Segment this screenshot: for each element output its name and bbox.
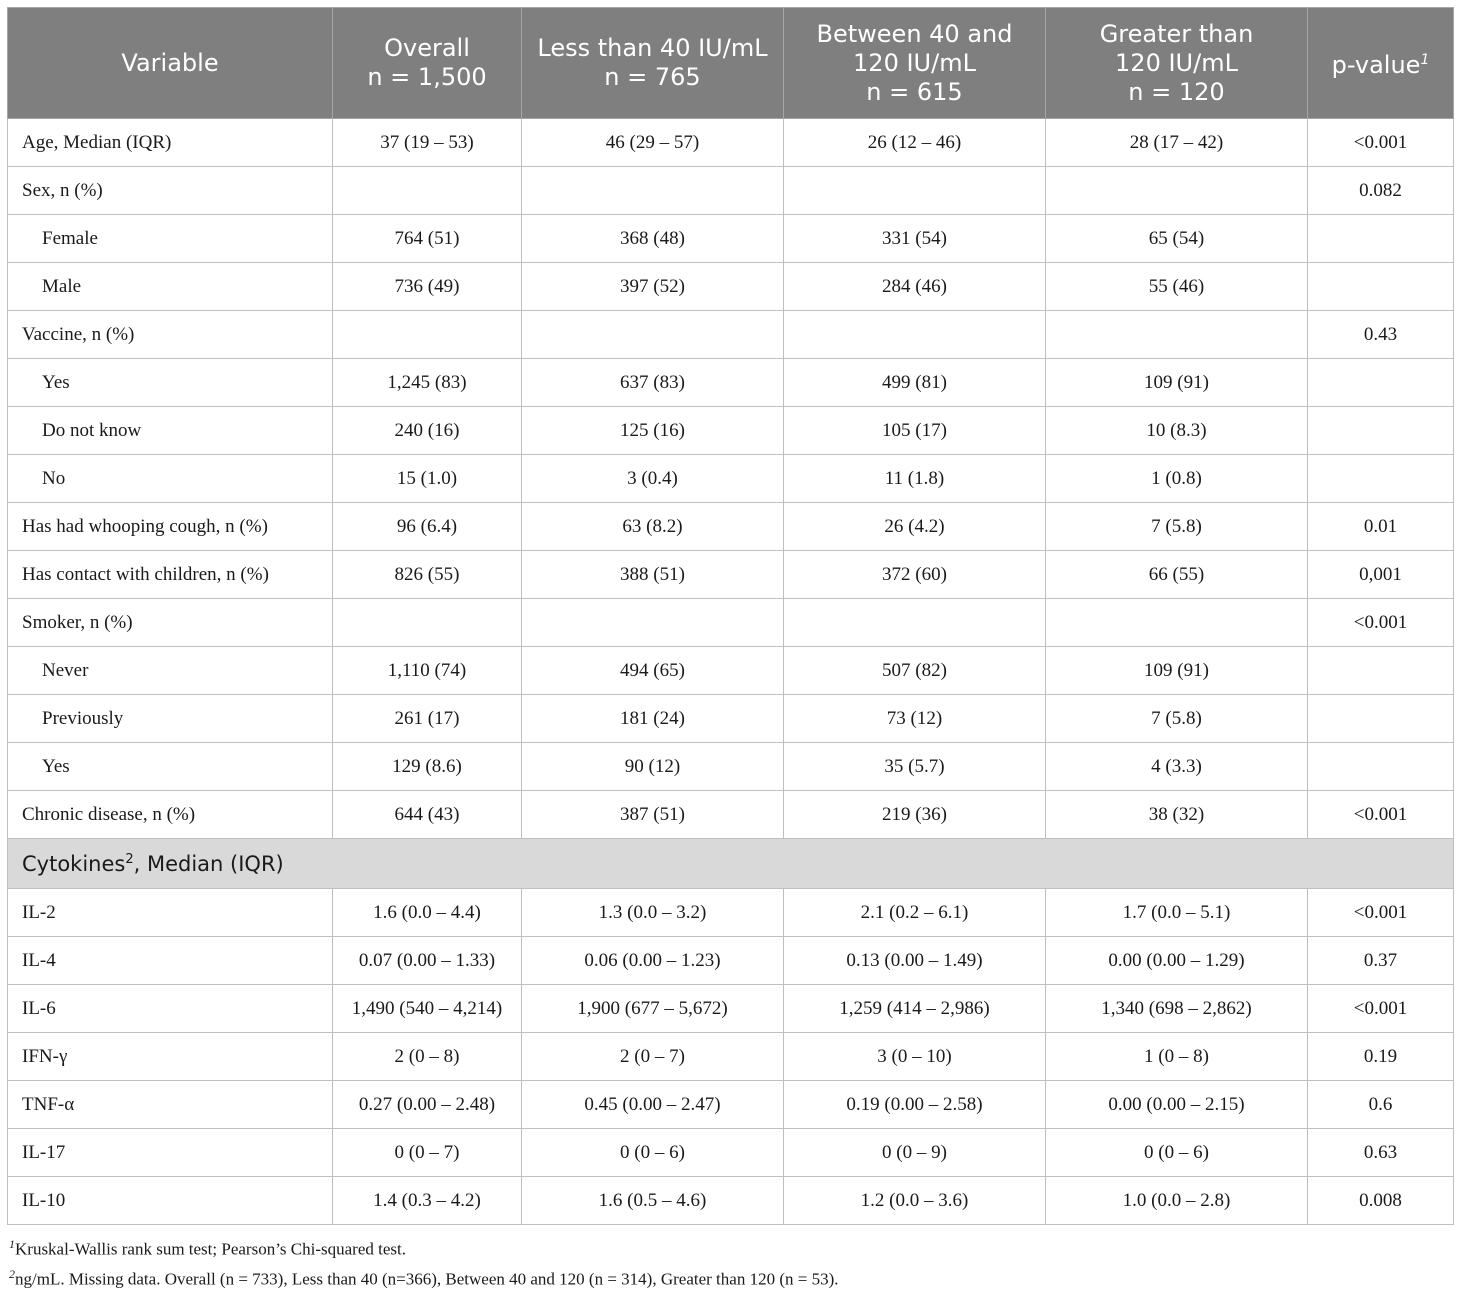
cell-p-value: <0.001: [1308, 119, 1454, 167]
cell-between-40-120: 1.2 (0.0 – 3.6): [784, 1177, 1046, 1225]
table-row: [8, 599, 1454, 647]
cell-greater-than-120: 0.00 (0.00 – 2.15): [1046, 1081, 1308, 1129]
table-row: [8, 985, 1454, 1033]
cell-less-than-40: [522, 311, 784, 359]
cell-between-40-120: 105 (17): [784, 407, 1046, 455]
cell-between-40-120: 372 (60): [784, 551, 1046, 599]
cell-less-than-40: 494 (65): [522, 647, 784, 695]
header-p-value: p-value$^1$: [1308, 8, 1454, 119]
cell-overall: 0.27 (0.00 – 2.48): [333, 1081, 522, 1129]
cell-greater-than-120: 109 (91): [1046, 647, 1308, 695]
cell-p-value: 0.63: [1308, 1129, 1454, 1177]
cell-greater-than-120: 65 (54): [1046, 215, 1308, 263]
row-label: Sex, n (%): [8, 167, 333, 215]
cell-greater-than-120: 38 (32): [1046, 791, 1308, 839]
table-row: [8, 311, 1454, 359]
footnote-1: $^1$Kruskal-Wallis rank sum test; Pearson’s Chi-squared test.: [9, 1237, 406, 1259]
cell-greater-than-120: 7 (5.8): [1046, 503, 1308, 551]
row-label: Has had whooping cough, n (%): [8, 503, 333, 551]
cell-greater-than-120: 109 (91): [1046, 359, 1308, 407]
table-row: [8, 1081, 1454, 1129]
table-row: [8, 119, 1454, 167]
cell-p-value: <0.001: [1308, 791, 1454, 839]
cell-between-40-120: 0 (0 – 9): [784, 1129, 1046, 1177]
header-between-40-120: Between 40 and 120 IU/mL n = 615: [784, 8, 1046, 119]
cell-less-than-40: 1,900 (677 – 5,672): [522, 985, 784, 1033]
cell-greater-than-120: 66 (55): [1046, 551, 1308, 599]
cell-overall: 261 (17): [333, 695, 522, 743]
cell-greater-than-120: 1.7 (0.0 – 5.1): [1046, 889, 1308, 937]
header-variable: Variable: [8, 8, 333, 119]
cell-p-value: 0.19: [1308, 1033, 1454, 1081]
header-overall: Overall n = 1,500: [333, 8, 522, 119]
cell-less-than-40: 90 (12): [522, 743, 784, 791]
cell-p-value: <0.001: [1308, 599, 1454, 647]
cell-overall: 644 (43): [333, 791, 522, 839]
cell-less-than-40: 368 (48): [522, 215, 784, 263]
cell-less-than-40: 637 (83): [522, 359, 784, 407]
cell-p-value: 0.008: [1308, 1177, 1454, 1225]
cell-between-40-120: 26 (4.2): [784, 503, 1046, 551]
table-row: [8, 1177, 1454, 1225]
table-row: [8, 215, 1454, 263]
cell-p-value: [1308, 407, 1454, 455]
cell-less-than-40: [522, 599, 784, 647]
row-label: TNF-α: [8, 1081, 333, 1129]
cell-less-than-40: 1.6 (0.5 – 4.6): [522, 1177, 784, 1225]
cell-greater-than-120: 0 (0 – 6): [1046, 1129, 1308, 1177]
cell-p-value: [1308, 695, 1454, 743]
row-label: IFN-γ: [8, 1033, 333, 1081]
section-title: Cytokines$^2$, Median (IQR): [8, 839, 1454, 889]
cell-overall: 1,245 (83): [333, 359, 522, 407]
table-row: [8, 695, 1454, 743]
cell-greater-than-120: 28 (17 – 42): [1046, 119, 1308, 167]
header-greater-than-120: Greater than 120 IU/mL n = 120: [1046, 8, 1308, 119]
cell-greater-than-120: 4 (3.3): [1046, 743, 1308, 791]
cell-greater-than-120: [1046, 311, 1308, 359]
cell-p-value: 0,001: [1308, 551, 1454, 599]
cell-between-40-120: 0.19 (0.00 – 2.58): [784, 1081, 1046, 1129]
cell-less-than-40: 397 (52): [522, 263, 784, 311]
cell-between-40-120: 11 (1.8): [784, 455, 1046, 503]
cell-overall: 15 (1.0): [333, 455, 522, 503]
row-label: Do not know: [8, 407, 333, 455]
cell-p-value: [1308, 647, 1454, 695]
header-less-than-40: Less than 40 IU/mL n = 765: [522, 8, 784, 119]
cell-overall: 736 (49): [333, 263, 522, 311]
cell-overall: 37 (19 – 53): [333, 119, 522, 167]
cell-overall: 1,110 (74): [333, 647, 522, 695]
cell-overall: 96 (6.4): [333, 503, 522, 551]
cell-overall: 129 (8.6): [333, 743, 522, 791]
header-row: [8, 8, 1454, 119]
cell-overall: [333, 167, 522, 215]
cell-p-value: [1308, 263, 1454, 311]
table-row: [8, 359, 1454, 407]
table-row: [8, 263, 1454, 311]
cell-overall: 1.6 (0.0 – 4.4): [333, 889, 522, 937]
cell-between-40-120: 331 (54): [784, 215, 1046, 263]
cell-p-value: 0.6: [1308, 1081, 1454, 1129]
row-label: No: [8, 455, 333, 503]
cell-less-than-40: 63 (8.2): [522, 503, 784, 551]
cell-less-than-40: 1.3 (0.0 – 3.2): [522, 889, 784, 937]
table-row: [8, 743, 1454, 791]
cell-less-than-40: 125 (16): [522, 407, 784, 455]
cell-p-value: <0.001: [1308, 889, 1454, 937]
cell-between-40-120: 26 (12 – 46): [784, 119, 1046, 167]
cell-less-than-40: 2 (0 – 7): [522, 1033, 784, 1081]
cell-p-value: [1308, 455, 1454, 503]
cell-between-40-120: 73 (12): [784, 695, 1046, 743]
table-row: [8, 167, 1454, 215]
cell-between-40-120: 3 (0 – 10): [784, 1033, 1046, 1081]
row-label: Yes: [8, 743, 333, 791]
cell-p-value: 0.43: [1308, 311, 1454, 359]
cell-less-than-40: 0 (0 – 6): [522, 1129, 784, 1177]
row-label: IL-10: [8, 1177, 333, 1225]
cell-between-40-120: 284 (46): [784, 263, 1046, 311]
cell-greater-than-120: 10 (8.3): [1046, 407, 1308, 455]
table-row: [8, 1033, 1454, 1081]
summary-table: [7, 7, 1454, 1225]
cell-less-than-40: 0.45 (0.00 – 2.47): [522, 1081, 784, 1129]
table-row: [8, 1129, 1454, 1177]
cell-p-value: [1308, 359, 1454, 407]
cell-p-value: 0.01: [1308, 503, 1454, 551]
cell-greater-than-120: 1 (0.8): [1046, 455, 1308, 503]
row-label: Male: [8, 263, 333, 311]
cell-less-than-40: 388 (51): [522, 551, 784, 599]
cell-less-than-40: 3 (0.4): [522, 455, 784, 503]
row-label: IL-6: [8, 985, 333, 1033]
cell-overall: 0 (0 – 7): [333, 1129, 522, 1177]
cell-between-40-120: 219 (36): [784, 791, 1046, 839]
cell-overall: 1,490 (540 – 4,214): [333, 985, 522, 1033]
row-label: Female: [8, 215, 333, 263]
table-row: [8, 647, 1454, 695]
row-label: Never: [8, 647, 333, 695]
row-label: Previously: [8, 695, 333, 743]
cell-overall: 0.07 (0.00 – 1.33): [333, 937, 522, 985]
cell-between-40-120: 499 (81): [784, 359, 1046, 407]
cell-greater-than-120: 55 (46): [1046, 263, 1308, 311]
row-label: Age, Median (IQR): [8, 119, 333, 167]
cell-greater-than-120: [1046, 599, 1308, 647]
row-label: Yes: [8, 359, 333, 407]
footnotes: [7, 1232, 1453, 1291]
cell-greater-than-120: 1 (0 – 8): [1046, 1033, 1308, 1081]
cell-overall: 826 (55): [333, 551, 522, 599]
cell-greater-than-120: 1.0 (0.0 – 2.8): [1046, 1177, 1308, 1225]
cell-between-40-120: 35 (5.7): [784, 743, 1046, 791]
cell-overall: 1.4 (0.3 – 4.2): [333, 1177, 522, 1225]
cell-between-40-120: [784, 311, 1046, 359]
row-label: IL-4: [8, 937, 333, 985]
cell-between-40-120: 0.13 (0.00 – 1.49): [784, 937, 1046, 985]
cell-greater-than-120: [1046, 167, 1308, 215]
cell-less-than-40: 46 (29 – 57): [522, 119, 784, 167]
table-container: [7, 7, 1453, 1291]
cell-overall: 2 (0 – 8): [333, 1033, 522, 1081]
cell-between-40-120: [784, 599, 1046, 647]
cell-p-value: 0.082: [1308, 167, 1454, 215]
cell-overall: 240 (16): [333, 407, 522, 455]
row-label: Chronic disease, n (%): [8, 791, 333, 839]
cell-less-than-40: 387 (51): [522, 791, 784, 839]
cell-overall: [333, 599, 522, 647]
cell-greater-than-120: 7 (5.8): [1046, 695, 1308, 743]
cell-p-value: 0.37: [1308, 937, 1454, 985]
section-row-cytokines: [8, 839, 1454, 889]
cell-p-value: [1308, 743, 1454, 791]
cell-greater-than-120: 0.00 (0.00 – 1.29): [1046, 937, 1308, 985]
cell-less-than-40: 181 (24): [522, 695, 784, 743]
cell-between-40-120: 2.1 (0.2 – 6.1): [784, 889, 1046, 937]
footnote-2: $^2$ng/mL. Missing data. Overall (n = 733), Less than 40 (n=366), Between 40 and 120 (n = 314), Greater than 120 (n = 53).: [9, 1266, 839, 1289]
cell-overall: [333, 311, 522, 359]
table-row: [8, 407, 1454, 455]
row-label: IL-2: [8, 889, 333, 937]
cell-less-than-40: [522, 167, 784, 215]
cell-p-value: <0.001: [1308, 985, 1454, 1033]
cell-between-40-120: 507 (82): [784, 647, 1046, 695]
table-row: [8, 551, 1454, 599]
table-row: [8, 889, 1454, 937]
row-label: Smoker, n (%): [8, 599, 333, 647]
table-row: [8, 503, 1454, 551]
table-row: [8, 455, 1454, 503]
cell-between-40-120: 1,259 (414 – 2,986): [784, 985, 1046, 1033]
cell-between-40-120: [784, 167, 1046, 215]
row-label: IL-17: [8, 1129, 333, 1177]
cell-greater-than-120: 1,340 (698 – 2,862): [1046, 985, 1308, 1033]
row-label: Has contact with children, n (%): [8, 551, 333, 599]
cell-overall: 764 (51): [333, 215, 522, 263]
table-row: [8, 937, 1454, 985]
cell-p-value: [1308, 215, 1454, 263]
row-label: Vaccine, n (%): [8, 311, 333, 359]
table-row: [8, 791, 1454, 839]
cell-less-than-40: 0.06 (0.00 – 1.23): [522, 937, 784, 985]
